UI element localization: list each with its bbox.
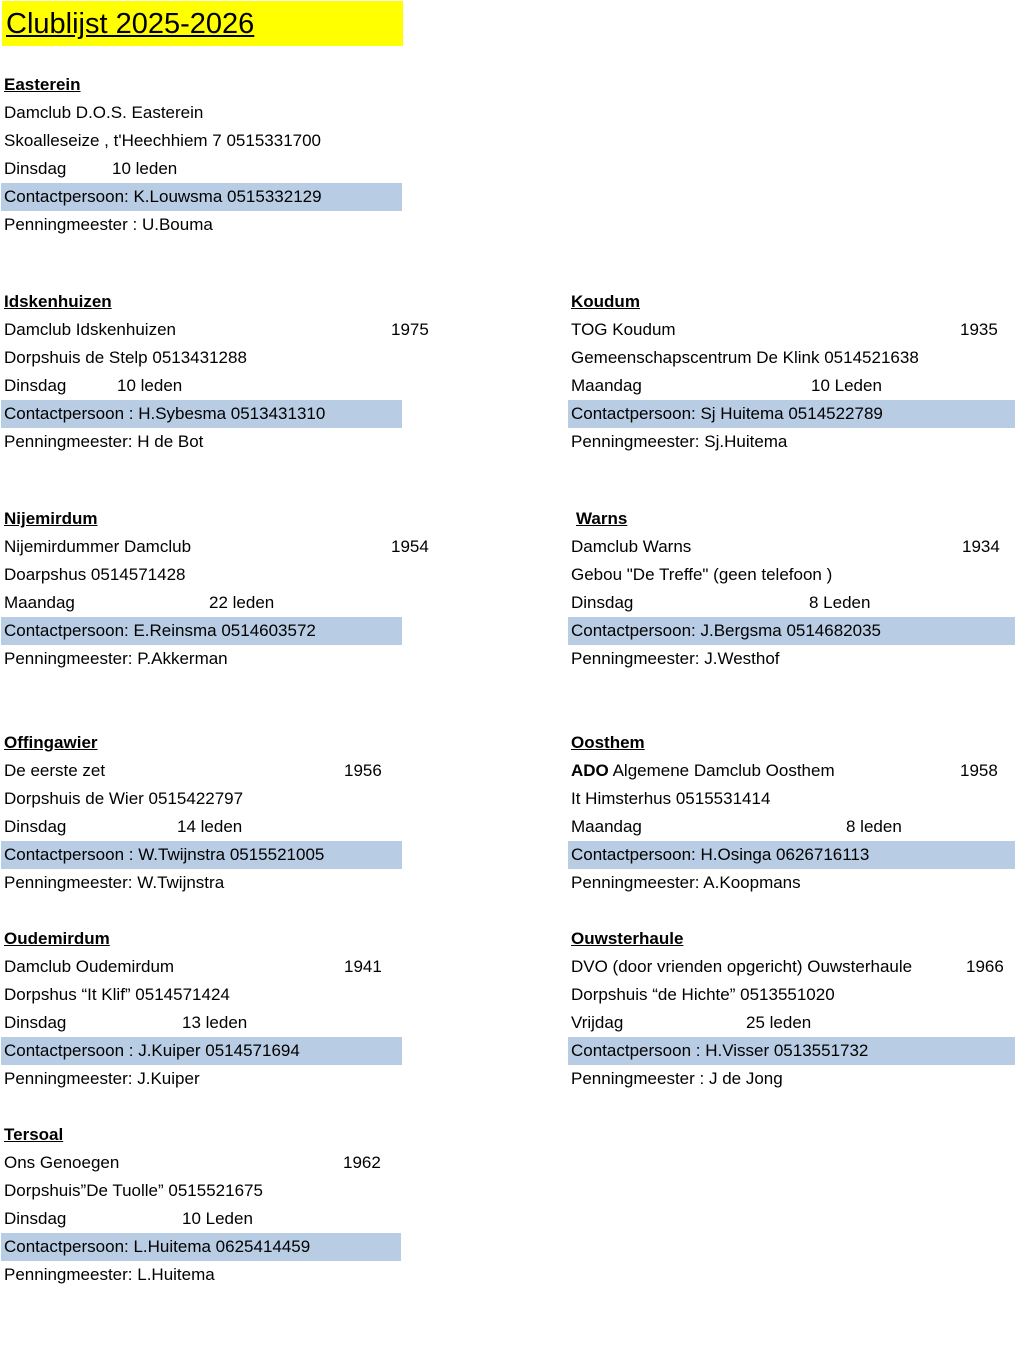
club-venue: Gebou "De Treffe" (geen telefoon ): [571, 565, 833, 584]
club-treasurer: Penningmeester: A.Koopmans: [571, 873, 801, 892]
club-day: Dinsdag: [4, 817, 67, 836]
club-treasurer: Penningmeester : J de Jong: [571, 1069, 783, 1088]
club-location: Ouwsterhaule: [571, 929, 684, 948]
club-location: Koudum: [571, 292, 640, 311]
club-members: 10 leden: [117, 376, 183, 395]
club-treasurer: Penningmeester: J.Westhof: [571, 649, 780, 668]
club-members: 8 Leden: [809, 593, 871, 612]
club-founded-year: 1966: [966, 957, 1004, 976]
club-founded-year: 1934: [962, 537, 1000, 556]
club-location: Tersoal: [4, 1125, 64, 1144]
club-members: 22 leden: [209, 593, 275, 612]
club-treasurer: Penningmeester: Sj.Huitema: [571, 432, 788, 451]
club-treasurer: Penningmeester: H de Bot: [4, 432, 204, 451]
club-founded-year: 1958: [960, 761, 998, 780]
club-name: Nijemirdummer Damclub: [4, 537, 192, 556]
club-contact: Contactpersoon : H.Sybesma 0513431310: [4, 404, 326, 423]
club-founded-year: 1962: [343, 1153, 381, 1172]
club-day: Dinsdag: [571, 593, 634, 612]
club-day: Maandag: [571, 376, 642, 395]
club-venue: Dorpshuis de Stelp 0513431288: [4, 348, 247, 367]
club-name: Damclub Idskenhuizen: [4, 320, 176, 339]
club-founded-year: 1956: [344, 761, 382, 780]
club-day: Dinsdag: [4, 159, 67, 178]
club-name: Damclub D.O.S. Easterein: [4, 103, 204, 122]
club-name: De eerste zet: [4, 761, 106, 780]
club-day: Dinsdag: [4, 1013, 67, 1032]
club-contact: Contactpersoon: K.Louwsma 0515332129: [4, 187, 322, 206]
club-venue: Dorpshus “It Klif” 0514571424: [4, 985, 230, 1004]
club-members: 25 leden: [746, 1013, 812, 1032]
club-location: Oosthem: [571, 733, 645, 752]
club-name: Algemene Damclub Oosthem: [612, 761, 835, 780]
club-day: Vrijdag: [571, 1013, 624, 1032]
club-founded-year: 1935: [960, 320, 998, 339]
club-venue: Skoalleseize , t'Heechhiem 7 0515331700: [4, 131, 322, 150]
club-members: 10 leden: [112, 159, 178, 178]
club-contact: Contactpersoon: J.Bergsma 0514682035: [571, 621, 881, 640]
club-members: 14 leden: [177, 817, 243, 836]
club-members: 10 Leden: [811, 376, 882, 395]
club-location: Warns: [576, 509, 628, 528]
page-title: Clublijst 2025-2026: [6, 8, 255, 40]
club-treasurer: Penningmeester: J.Kuiper: [4, 1069, 200, 1088]
club-day: Maandag: [571, 817, 642, 836]
club-founded-year: 1975: [391, 320, 429, 339]
club-members: 13 leden: [182, 1013, 248, 1032]
club-contact: Contactpersoon: H.Osinga 0626716113: [571, 845, 870, 864]
club-founded-year: 1954: [391, 537, 429, 556]
club-treasurer: Penningmeester: P.Akkerman: [4, 649, 228, 668]
club-venue: Dorpshuis “de Hichte” 0513551020: [571, 985, 835, 1004]
club-venue: Gemeenschapscentrum De Klink 0514521638: [571, 348, 919, 367]
club-day: Dinsdag: [4, 376, 67, 395]
club-day: Maandag: [4, 593, 75, 612]
club-name: Damclub Oudemirdum: [4, 957, 175, 976]
club-location: Easterein: [4, 75, 81, 94]
club-contact: Contactpersoon: Sj Huitema 0514522789: [571, 404, 883, 423]
club-venue: It Himsterhus 0515531414: [571, 789, 771, 808]
club-members: 10 Leden: [182, 1209, 253, 1228]
club-name: TOG Koudum: [571, 320, 676, 339]
club-location: Nijemirdum: [4, 509, 98, 528]
club-venue: Doarpshus 0514571428: [4, 565, 186, 584]
club-contact: Contactpersoon : W.Twijnstra 0515521005: [4, 845, 325, 864]
club-founded-year: 1941: [344, 957, 382, 976]
club-name: Damclub Warns: [571, 537, 692, 556]
club-name: Ons Genoegen: [4, 1153, 120, 1172]
club-contact: Contactpersoon : H.Visser 0513551732: [571, 1041, 869, 1060]
club-treasurer: Penningmeester: W.Twijnstra: [4, 873, 225, 892]
club-venue: Dorpshuis de Wier 0515422797: [4, 789, 244, 808]
club-venue: Dorpshuis”De Tuolle” 0515521675: [4, 1181, 263, 1200]
club-treasurer: Penningmeester: L.Huitema: [4, 1265, 215, 1284]
title-banner: [2, 1, 403, 46]
club-location: Idskenhuizen: [4, 292, 112, 311]
club-contact: Contactpersoon: L.Huitema 0625414459: [4, 1237, 311, 1256]
club-contact: Contactpersoon: E.Reinsma 0514603572: [4, 621, 316, 640]
club-contact: Contactpersoon : J.Kuiper 0514571694: [4, 1041, 300, 1060]
club-treasurer: Penningmeester : U.Bouma: [4, 215, 213, 234]
club-day: Dinsdag: [4, 1209, 67, 1228]
club-members: 8 leden: [846, 817, 902, 836]
club-name: DVO (door vrienden opgericht) Ouwsterhaule: [571, 957, 913, 976]
club-location: Offingawier: [4, 733, 98, 752]
club-location: Oudemirdum: [4, 929, 110, 948]
club-name-line: [571, 760, 835, 782]
club-abbreviation: ADO: [571, 761, 609, 780]
